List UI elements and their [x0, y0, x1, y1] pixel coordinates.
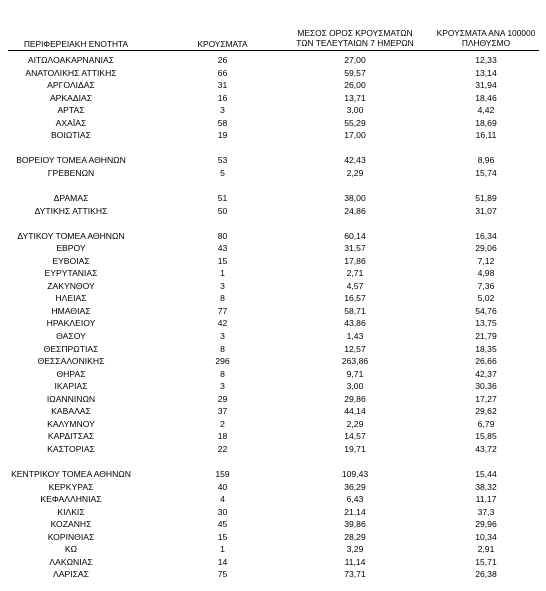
- table-row: [0, 405, 546, 418]
- cases-cell: 31: [217, 80, 228, 91]
- region-cell: ΘΑΣΟΥ: [56, 331, 86, 342]
- per-100k-cell: 4,42: [477, 105, 495, 116]
- region-cell: ΑΡΓΟΛΙΔΑΣ: [47, 80, 95, 91]
- cases-cell: 1: [220, 544, 225, 555]
- per-100k-cell: 37,3: [477, 506, 495, 517]
- header-per-line1: ΚΡΟΥΣΜΑΤΑ ΑΝΑ 100000: [436, 28, 536, 38]
- header-per-line2: ΠΛΗΘΥΣΜΟ: [461, 38, 511, 48]
- region-cell: ΙΚΑΡΙΑΣ: [54, 381, 88, 392]
- per-100k-cell: 5,02: [477, 293, 495, 304]
- per-100k-cell: 2,91: [477, 544, 495, 555]
- region-cell: ΑΙΤΩΛΟΑΚΑΡΝΑΝΙΑΣ: [27, 55, 115, 65]
- avg-cell: 2,29: [346, 167, 364, 178]
- cases-cell: 15: [217, 531, 228, 542]
- cases-cell: 43: [217, 243, 228, 254]
- region-cell: ΓΡΕΒΕΝΩΝ: [47, 167, 95, 178]
- table-row: [0, 468, 546, 481]
- avg-cell: 55,29: [344, 117, 366, 128]
- table-row: [0, 117, 546, 130]
- avg-cell: 60,14: [344, 230, 366, 241]
- header-cases: ΚΡΟΥΣΜΑΤΑ: [197, 39, 248, 49]
- region-cell: ΗΜΑΘΙΑΣ: [51, 305, 91, 316]
- group-spacer: [0, 217, 546, 230]
- per-100k-cell: 29,62: [475, 406, 497, 417]
- table-row: [0, 205, 546, 218]
- avg-cell: 31,57: [344, 243, 366, 254]
- cases-cell: 19: [217, 130, 228, 141]
- avg-cell: 6,43: [346, 494, 364, 505]
- cases-cell: 53: [217, 155, 228, 166]
- table-row: [0, 543, 546, 556]
- avg-cell: 38,00: [344, 193, 366, 204]
- region-cell: ΕΒΡΟΥ: [56, 243, 86, 254]
- region-cell: ΚΕΡΚΥΡΑΣ: [48, 481, 94, 492]
- avg-cell: 19,71: [344, 443, 366, 454]
- table-row: [0, 481, 546, 494]
- avg-cell: 73,71: [344, 569, 366, 580]
- per-100k-cell: 7,36: [477, 280, 495, 291]
- table-row: [0, 443, 546, 456]
- cases-cell: 80: [217, 230, 228, 241]
- cases-cell: 296: [215, 356, 230, 367]
- region-cell: ΑΡΚΑΔΙΑΣ: [49, 92, 93, 103]
- region-cell: ΛΑΚΩΝΙΑΣ: [49, 556, 93, 567]
- table-row: [0, 343, 546, 356]
- per-100k-cell: 54,76: [475, 305, 497, 316]
- per-100k-cell: 18,35: [475, 343, 497, 354]
- per-100k-cell: 29,06: [475, 243, 497, 254]
- avg-cell: 21,14: [344, 506, 366, 517]
- cases-cell: 8: [220, 293, 225, 304]
- per-100k-cell: 15,71: [475, 556, 497, 567]
- avg-cell: 12,57: [344, 343, 366, 354]
- avg-cell: 59,57: [344, 67, 366, 78]
- table-row: [0, 556, 546, 569]
- avg-cell: 17,86: [344, 255, 366, 266]
- avg-cell: 14,57: [344, 431, 366, 442]
- per-100k-cell: 31,07: [475, 205, 497, 216]
- avg-cell: 9,71: [346, 368, 364, 379]
- avg-cell: 24,86: [344, 205, 366, 216]
- header-region: ΠΕΡΙΦΕΡΕΙΑΚΗ ΕΝΟΤΗΤΑ: [23, 39, 129, 49]
- table-row: [0, 418, 546, 431]
- avg-cell: 2,71: [346, 268, 364, 279]
- region-cell: ΗΡΑΚΛΕΙΟΥ: [46, 318, 96, 329]
- table-row: [0, 230, 546, 243]
- per-100k-cell: 16,34: [475, 230, 497, 241]
- table-row: [0, 355, 546, 368]
- per-100k-cell: 26,38: [475, 569, 497, 580]
- table-row: [0, 368, 546, 381]
- cases-cell: 4: [220, 494, 225, 505]
- per-100k-cell: 18,69: [475, 117, 497, 128]
- region-cell: ΙΩΑΝΝΙΝΩΝ: [46, 393, 96, 404]
- cases-cell: 5: [220, 167, 225, 178]
- region-cell: ΕΥΒΟΙΑΣ: [52, 255, 90, 266]
- cases-cell: 22: [217, 443, 228, 454]
- table-row: [0, 79, 546, 92]
- region-cell: ΘΗΡΑΣ: [56, 368, 86, 379]
- group-spacer: [0, 456, 546, 469]
- table-row: [0, 393, 546, 406]
- cases-cell: 77: [217, 305, 228, 316]
- group-spacer: [0, 179, 546, 192]
- cases-cell: 66: [217, 67, 228, 78]
- table-row: [0, 568, 546, 581]
- cases-cell: 58: [217, 117, 228, 128]
- region-cell: ΚΑΛΥΜΝΟΥ: [47, 418, 95, 429]
- per-100k-cell: 10,34: [475, 531, 497, 542]
- cases-cell: 3: [220, 280, 225, 291]
- per-100k-cell: 29,96: [475, 519, 497, 530]
- region-cell: ΚΟΡΙΝΘΙΑΣ: [47, 531, 95, 542]
- per-100k-cell: 8,96: [477, 155, 495, 166]
- avg-cell: 43,86: [344, 318, 366, 329]
- region-cell: ΚΕΦΑΛΛΗΝΙΑΣ: [40, 494, 102, 505]
- table-row: [0, 267, 546, 280]
- avg-cell: 58,71: [344, 305, 366, 316]
- table-row: [0, 167, 546, 180]
- header-rule: [8, 50, 539, 51]
- region-cell: ΕΥΡΥΤΑΝΙΑΣ: [44, 268, 98, 279]
- avg-cell: 28,29: [344, 531, 366, 542]
- region-cell: ΚΩ: [64, 544, 78, 555]
- cases-cell: 50: [217, 205, 228, 216]
- per-100k-cell: 13,14: [475, 67, 497, 78]
- region-cell: ΔΥΤΙΚΟΥ ΤΟΜΕΑ ΑΘΗΝΩΝ: [17, 230, 125, 241]
- per-100k-cell: 11,17: [475, 494, 497, 505]
- avg-cell: 3,29: [346, 544, 364, 555]
- region-cell: ΚΙΛΚΙΣ: [57, 506, 85, 517]
- cases-cell: 3: [220, 331, 225, 342]
- table-body: [0, 54, 546, 581]
- avg-cell: 36,29: [344, 481, 366, 492]
- avg-cell: 17,00: [344, 130, 366, 141]
- table-row: [0, 54, 546, 67]
- avg-cell: 2,29: [346, 418, 364, 429]
- header-avg-line2: ΤΩΝ ΤΕΛΕΥΤΑΙΩΝ 7 ΗΜΕΡΩΝ: [296, 38, 414, 48]
- per-100k-cell: 18,46: [475, 92, 497, 103]
- table-row: [0, 292, 546, 305]
- cases-cell: 8: [220, 368, 225, 379]
- table-row: [0, 92, 546, 105]
- region-cell: ΗΛΕΙΑΣ: [55, 293, 87, 304]
- per-100k-cell: 12,33: [475, 55, 497, 65]
- avg-cell: 1,43: [346, 331, 364, 342]
- table-row: [0, 518, 546, 531]
- table-row: [0, 154, 546, 167]
- cases-cell: 1: [220, 268, 225, 279]
- per-100k-cell: 7,12: [477, 255, 495, 266]
- per-100k-cell: 6,79: [477, 418, 495, 429]
- region-cell: ΑΡΤΑΣ: [57, 105, 85, 116]
- region-cell: ΔΥΤΙΚΗΣ ΑΤΤΙΚΗΣ: [34, 205, 108, 216]
- per-100k-cell: 51,89: [475, 193, 497, 204]
- header-avg-line1: ΜΕΣΟΣ ΟΡΟΣ ΚΡΟΥΣΜΑΤΩΝ: [297, 28, 413, 38]
- per-100k-cell: 38,32: [475, 481, 497, 492]
- table-row: [0, 506, 546, 519]
- region-cell: ΖΑΚΥΝΘΟΥ: [47, 280, 95, 291]
- region-cell: ΘΕΣΠΡΩΤΙΑΣ: [43, 343, 99, 354]
- table-row: [0, 305, 546, 318]
- cases-cell: 45: [217, 519, 228, 530]
- table-row: [0, 129, 546, 142]
- avg-cell: 44,14: [344, 406, 366, 417]
- avg-cell: 263,86: [341, 356, 369, 367]
- per-100k-cell: 43,72: [475, 443, 497, 454]
- cases-cell: 30: [217, 506, 228, 517]
- table-row: [0, 255, 546, 268]
- cases-cell: 2: [220, 418, 225, 429]
- cases-cell: 8: [220, 343, 225, 354]
- table-row: [0, 317, 546, 330]
- cases-cell: 3: [220, 381, 225, 392]
- cases-cell: 37: [217, 406, 228, 417]
- region-cell: ΚΟΖΑΝΗΣ: [50, 519, 92, 530]
- group-spacer: [0, 142, 546, 155]
- per-100k-cell: 26,66: [475, 356, 497, 367]
- avg-cell: 11,14: [344, 556, 366, 567]
- region-cell: ΚΕΝΤΡΙΚΟΥ ΤΟΜΕΑ ΑΘΗΝΩΝ: [11, 469, 131, 480]
- region-cell: ΒΟΙΩΤΙΑΣ: [51, 130, 91, 141]
- avg-cell: 3,00: [346, 105, 364, 116]
- cases-cell: 26: [217, 55, 228, 65]
- avg-cell: 39,86: [344, 519, 366, 530]
- region-cell: ΘΕΣΣΑΛΟΝΙΚΗΣ: [37, 356, 105, 367]
- table-row: [0, 104, 546, 117]
- cases-cell: 18: [217, 431, 228, 442]
- per-100k-cell: 21,79: [475, 331, 497, 342]
- per-100k-cell: 15,85: [475, 431, 497, 442]
- table-row: [0, 192, 546, 205]
- cases-cell: 14: [217, 556, 228, 567]
- cases-cell: 3: [220, 105, 225, 116]
- cases-cell: 75: [217, 569, 228, 580]
- avg-cell: 26,00: [344, 80, 366, 91]
- region-cell: ΑΧΑΪΑΣ: [55, 117, 87, 128]
- avg-cell: 109,43: [341, 469, 369, 480]
- table-row: [0, 330, 546, 343]
- cases-cell: 51: [217, 193, 228, 204]
- region-cell: ΚΑΡΔΙΤΣΑΣ: [47, 431, 95, 442]
- per-100k-cell: 30,36: [475, 381, 497, 392]
- per-100k-cell: 16,11: [475, 130, 497, 141]
- per-100k-cell: 17,27: [475, 393, 497, 404]
- per-100k-cell: 31,94: [475, 80, 497, 91]
- table-row: [0, 380, 546, 393]
- region-cell: ΚΑΣΤΟΡΙΑΣ: [47, 443, 95, 454]
- cases-cell: 40: [217, 481, 228, 492]
- avg-cell: 3,00: [346, 381, 364, 392]
- avg-cell: 16,57: [344, 293, 366, 304]
- per-100k-cell: 13,75: [475, 318, 497, 329]
- per-100k-cell: 15,44: [475, 469, 497, 480]
- region-cell: ΔΡΑΜΑΣ: [53, 193, 89, 204]
- table-row: [0, 67, 546, 80]
- per-100k-cell: 15,74: [475, 167, 497, 178]
- per-100k-cell: 42,37: [475, 368, 497, 379]
- table-row: [0, 531, 546, 544]
- cases-cell: 16: [217, 92, 228, 103]
- region-cell: ΑΝΑΤΟΛΙΚΗΣ ΑΤΤΙΚΗΣ: [25, 67, 117, 78]
- per-100k-cell: 4,98: [477, 268, 495, 279]
- avg-cell: 42,43: [344, 155, 366, 166]
- table-row: [0, 280, 546, 293]
- cases-cell: 29: [217, 393, 228, 404]
- cases-cell: 15: [217, 255, 228, 266]
- avg-cell: 4,57: [346, 280, 364, 291]
- avg-cell: 29,86: [344, 393, 366, 404]
- table-row: [0, 493, 546, 506]
- avg-cell: 27,00: [344, 55, 366, 65]
- region-cell: ΚΑΒΑΛΑΣ: [51, 406, 91, 417]
- cases-cell: 42: [217, 318, 228, 329]
- region-cell: ΛΑΡΙΣΑΣ: [53, 569, 89, 580]
- table-row: [0, 430, 546, 443]
- region-cell: ΒΟΡΕΙΟΥ ΤΟΜΕΑ ΑΘΗΝΩΝ: [16, 155, 126, 166]
- avg-cell: 13,71: [344, 92, 366, 103]
- cases-cell: 159: [215, 469, 230, 480]
- table-row: [0, 242, 546, 255]
